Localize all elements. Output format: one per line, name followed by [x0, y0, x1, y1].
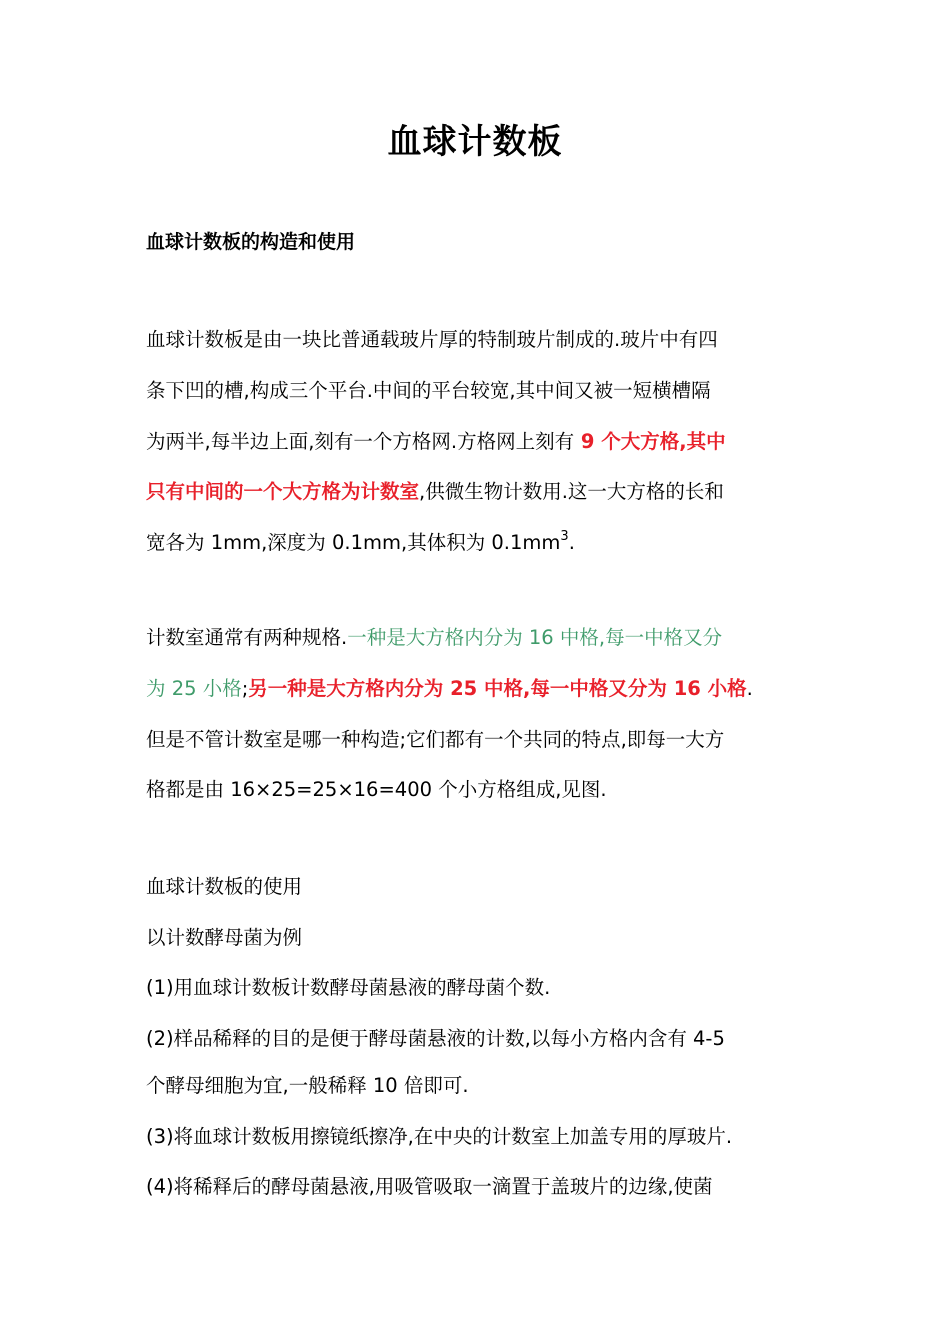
usage-step-2-cont: 个酵母细胞为宜,一般稀释 10 倍即可. [146, 1074, 469, 1097]
paragraph-2-line-2 [146, 674, 753, 704]
section-usage-heading: 血球计数板的使用 [146, 875, 303, 898]
paragraph-1-line-3 [146, 427, 726, 457]
paragraph-1-line-4 [146, 477, 724, 507]
highlight-green: 为 25 小格 [146, 677, 242, 700]
paragraph-2-line-1 [146, 623, 722, 653]
highlight-red: 另一种是大方格内分为 25 中格,每一中格又分为 16 小格 [248, 677, 747, 700]
paragraph-2-line-3: 但是不管计数室是哪一种构造;它们都有一个共同的特点,即每一大方 [146, 728, 725, 751]
paragraph-1-line-5 [146, 528, 575, 558]
highlight-green: 一种是大方格内分为 16 中格,每一中格又分 [347, 626, 723, 649]
paragraph-1-line-1: 血球计数板是由一块比普通载玻片厚的特制玻片制成的.玻片中有四 [146, 328, 718, 351]
superscript: 3 [560, 528, 569, 544]
highlight-red: 9 个大方格,其中 [574, 430, 726, 453]
text-run: 为两半,每半边上面,刻有一个方格网.方格网上刻有 [146, 430, 575, 453]
document-title: 血球计数板 [387, 122, 563, 162]
text-run: . [568, 531, 575, 554]
usage-step-4: (4)将稀释后的酵母菌悬液,用吸管吸取一滴置于盖玻片的边缘,使菌 [146, 1175, 713, 1198]
paragraph-2-line-4: 格都是由 16×25=25×16=400 个小方格组成,见图. [146, 778, 607, 801]
usage-step-1: (1)用血球计数板计数酵母菌悬液的酵母菌个数. [146, 976, 551, 999]
highlight-red: 只有中间的一个大方格为计数室 [146, 480, 420, 503]
text-run: ; [241, 677, 249, 700]
text-run: ,供微生物计数用.这一大方格的长和 [419, 480, 724, 503]
usage-step-2: (2)样品稀释的目的是便于酵母菌悬液的计数,以每小方格内含有 4-5 [146, 1027, 725, 1050]
usage-step-3: (3)将血球计数板用擦镜纸擦净,在中央的计数室上加盖专用的厚玻片. [146, 1125, 733, 1148]
text-run: 计数室通常有两种规格. [146, 626, 348, 649]
text-run: . [746, 677, 753, 700]
section-heading: 血球计数板的构造和使用 [146, 231, 356, 253]
usage-example-line: 以计数酵母菌为例 [146, 926, 303, 949]
paragraph-1-line-2: 条下凹的槽,构成三个平台.中间的平台较宽,其中间又被一短横槽隔 [146, 379, 711, 402]
text-run: 宽各为 1mm,深度为 0.1mm,其体积为 0.1mm [146, 531, 561, 554]
